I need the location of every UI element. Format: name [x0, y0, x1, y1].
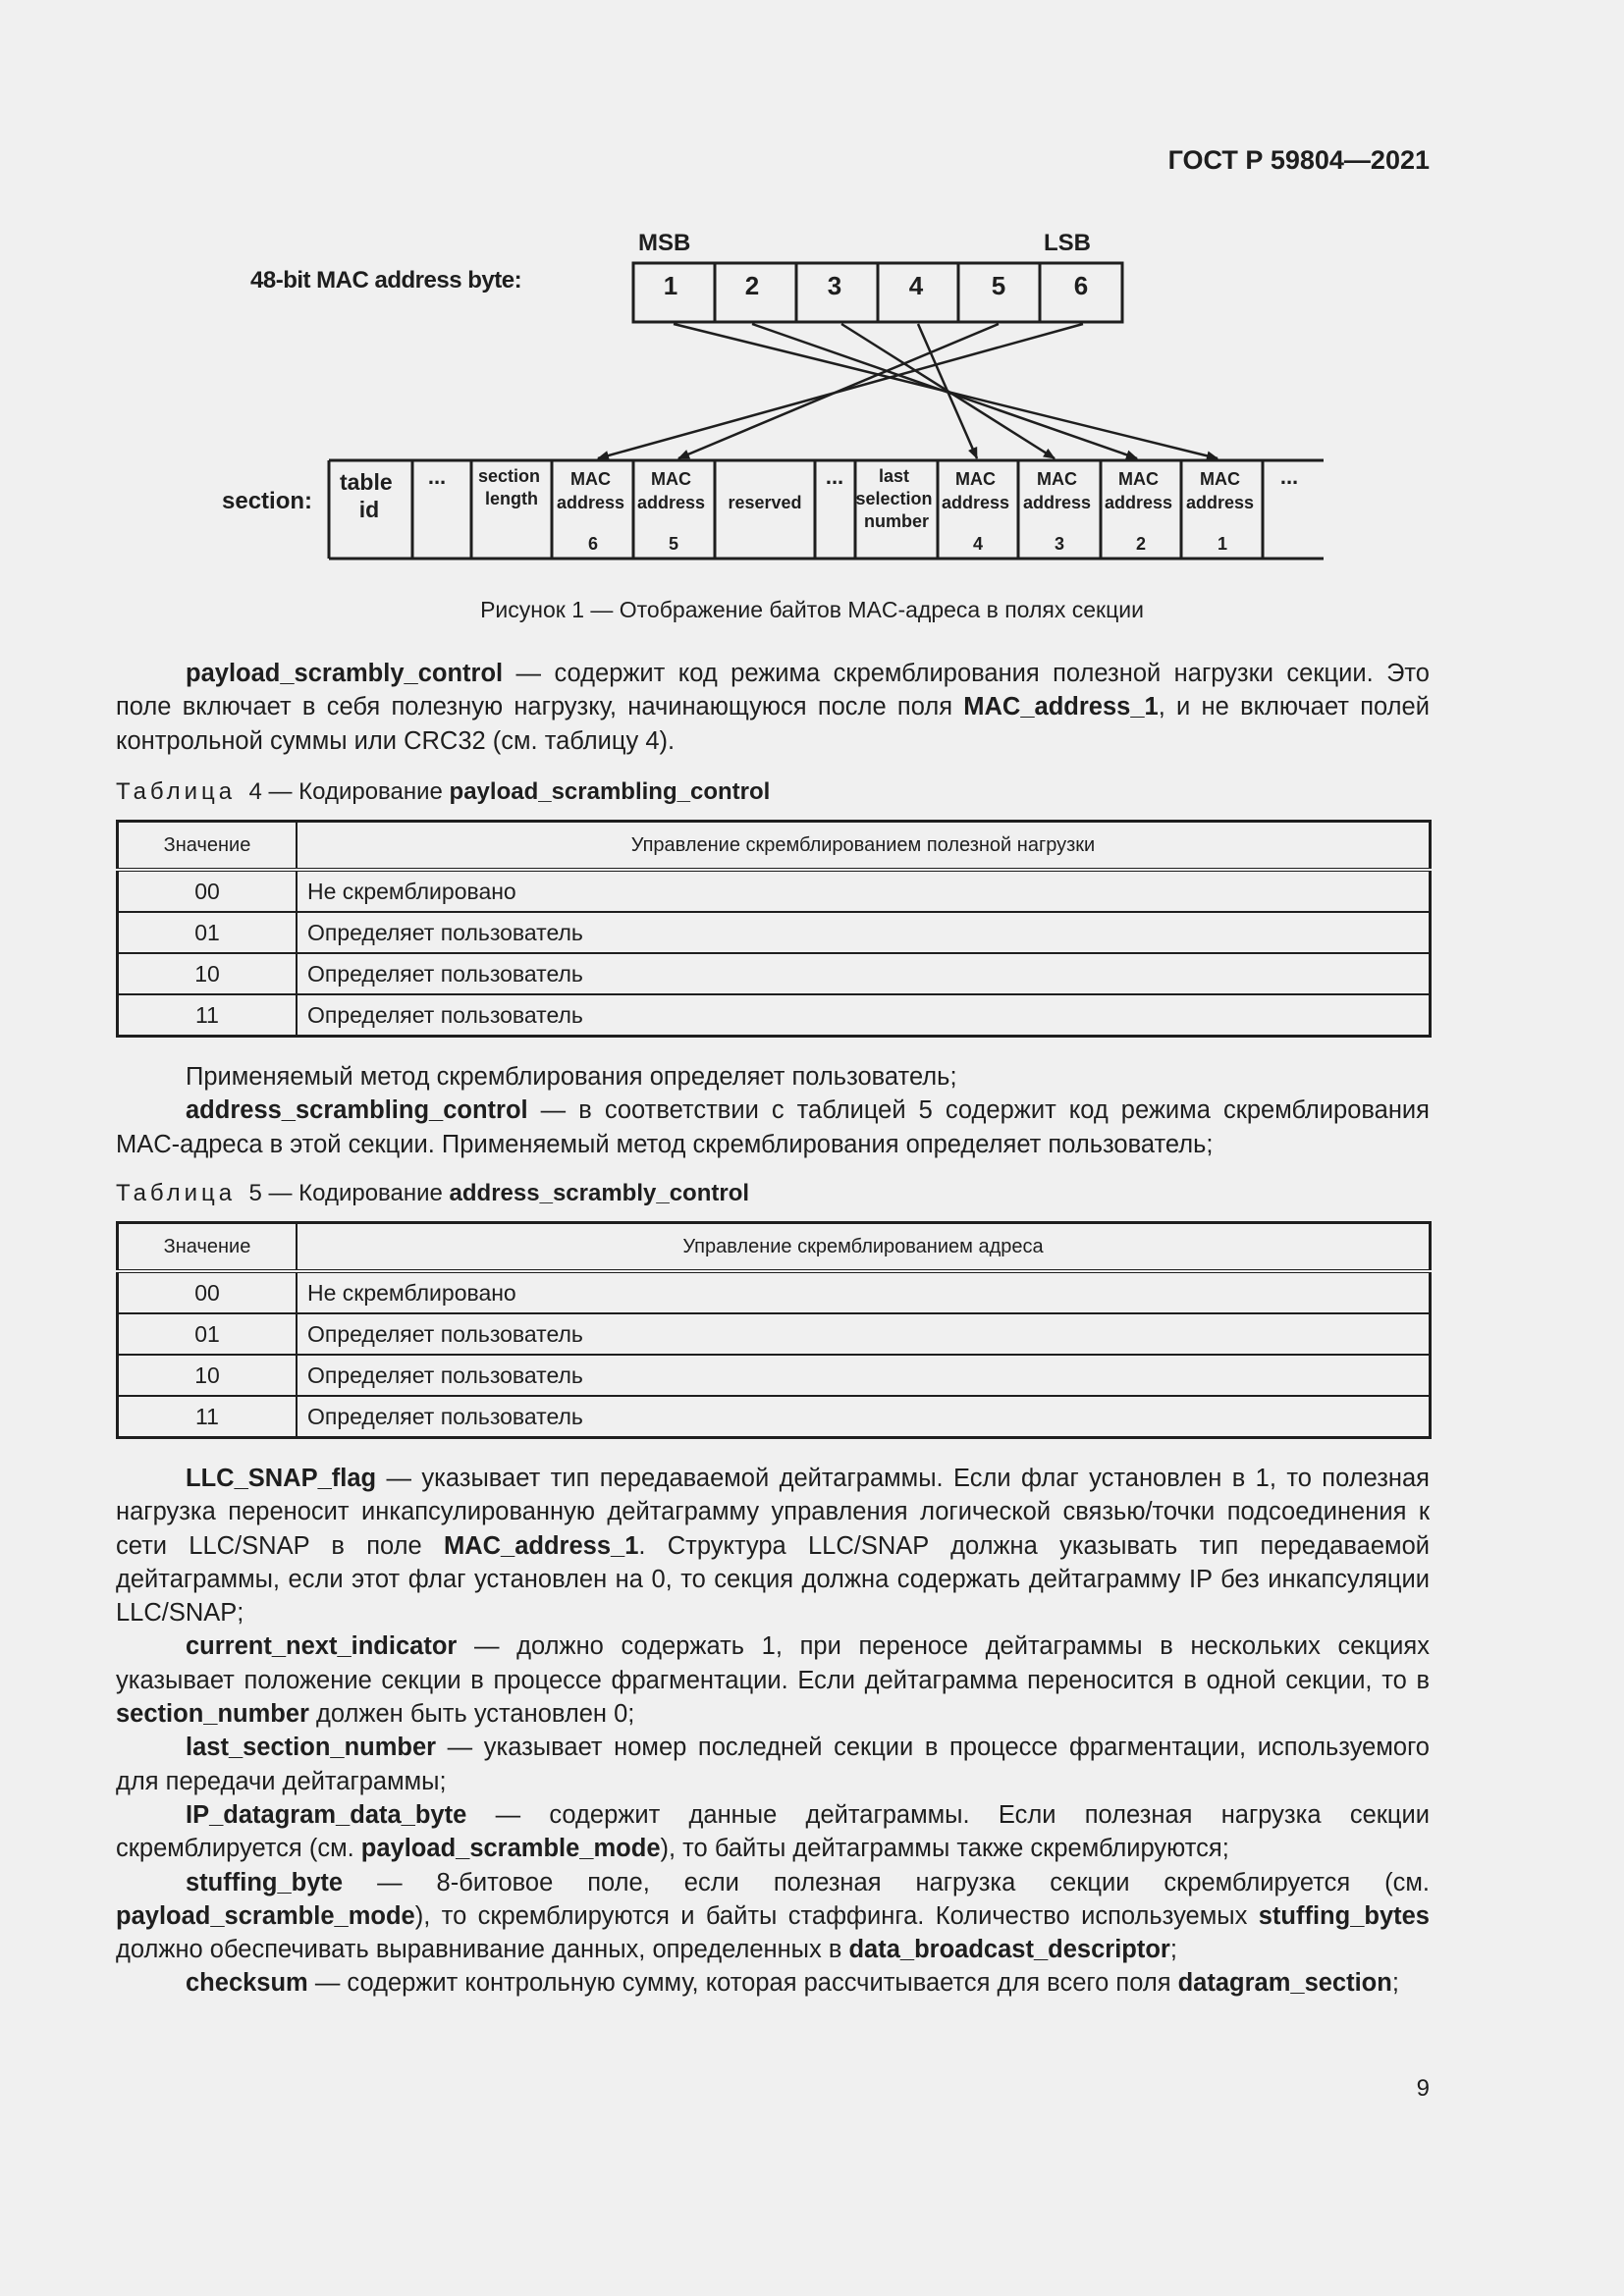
section-label: section: — [222, 488, 313, 514]
byte-2: 2 — [744, 271, 760, 300]
cell-table-id: table id — [339, 469, 393, 522]
cell-mac-address-5: MAC address 5 — [636, 469, 706, 554]
cell-dots-3: ... — [1279, 464, 1299, 489]
table-5 — [116, 1221, 1432, 1439]
stuffing-byte-definition: stuffing_byte — 8-битовое поле, если полезная нагрузка секции скремблируется (см. payload_scramble_mode), то скремблируются и байты стаффинга. Количество используемых stuffing_bytes должно обеспечивать выравнивание данных, определенных в data_broadcast_descriptor; — [116, 1868, 1430, 1964]
last-section-number-definition: last_section_number — указывает номер последней секции в процессе фрагментации, используемого для передачи дейтаграммы; — [116, 1734, 1430, 1795]
current-next-indicator-definition: current_next_indicator — должно содержать 1, при переносе дейтаграммы в нескольких секциях указывает положение секции в процессе фрагментации. Если дейтаграмма переносится в одной секции, то в section_number должен быть установлен 0; — [116, 1632, 1430, 1729]
table-4 — [116, 820, 1432, 1038]
standard-code: ГОСТ Р 59804—2021 — [1167, 145, 1430, 175]
table-row: 11 Определяет пользователь — [118, 994, 1431, 1037]
cell-dots-1: ... — [427, 464, 447, 489]
payload-scrambly-control-definition: payload_scrambly_control — содержит код режима скремблирования полезной нагрузки секции. Это поле включает в себя полезную нагрузку, начинающуюся после поля MAC_address_1, и не включает полей контрольной суммы или CRC32 (см. таблицу 4). — [116, 660, 1430, 755]
byte-6: 6 — [1073, 271, 1089, 300]
cell-mac-address-3: MAC address 3 — [1022, 469, 1092, 554]
cell-mac-address-2: MAC address 2 — [1104, 469, 1173, 554]
table-row: 10 Определяет пользователь — [118, 953, 1431, 994]
table-header-description: Управление скремблированием адреса — [297, 1223, 1431, 1272]
field-definitions — [116, 1462, 1430, 2001]
table-header-value: Значение — [118, 1223, 298, 1272]
table-row: 00 Не скремблировано — [118, 1271, 1431, 1313]
table-header-row — [118, 1223, 1431, 1272]
table-row: 10 Определяет пользователь — [118, 1355, 1431, 1396]
byte-5: 5 — [991, 271, 1006, 300]
lsb-label: LSB — [1044, 230, 1091, 256]
table-row: 01 Определяет пользователь — [118, 912, 1431, 953]
cell-last-selection-number: last selection number — [855, 466, 933, 531]
table-header-row — [118, 822, 1431, 871]
table-4-title: Таблица 4 — Кодирование payload_scrambling_control — [116, 778, 771, 805]
ip-datagram-data-byte-definition: IP_datagram_data_byte — содержит данные дейтаграммы. Если полезная нагрузка секции скремблируется (см. payload_scramble_mode), то байты дейтаграммы также скремблируются; — [116, 1800, 1430, 1863]
cell-mac-address-4: MAC address 4 — [941, 469, 1010, 554]
msb-label: MSB — [638, 230, 691, 256]
figure-caption: Рисунок 1 — Отображение байтов MAC-адреса в полях секции — [480, 597, 1144, 622]
byte-4: 4 — [908, 271, 924, 300]
byte-1: 1 — [663, 271, 678, 300]
table-row: 00 Не скремблировано — [118, 870, 1431, 912]
cell-mac-address-6: MAC address 6 — [556, 469, 625, 554]
cell-dots-2: ... — [825, 464, 844, 489]
table-row: 01 Определяет пользователь — [118, 1313, 1431, 1355]
table-header-description: Управление скремблированием полезной нагрузки — [297, 822, 1431, 871]
address-scrambling-control-definition: Применяемый метод скремблирования определяет пользователь; address_scrambling_control — в соответствии с таблицей 5 содержит код режима скремблирования MAC-адреса в этой секции. Применяемый метод скремблирования определяет пользователь; — [116, 1063, 1430, 1158]
table-5-title: Таблица 5 — Кодирование address_scrambly_control — [116, 1180, 750, 1206]
byte-3: 3 — [827, 271, 842, 300]
mac-byte-box — [633, 263, 1122, 322]
cell-mac-address-1: MAC address 1 — [1185, 469, 1255, 554]
mac-byte-label: 48-bit MAC address byte: — [250, 267, 522, 294]
mac-address-figure — [0, 0, 1624, 589]
cell-reserved: reserved — [728, 493, 802, 512]
table-row: 11 Определяет пользователь — [118, 1396, 1431, 1438]
mapping-arrows — [598, 324, 1218, 458]
checksum-definition: checksum — содержит контрольную сумму, которая рассчитывается для всего поля datagram_section; — [186, 1969, 1399, 1998]
table-header-value: Значение — [118, 822, 298, 871]
cell-section-length: section length — [477, 466, 541, 508]
llc-snap-flag-definition: LLC_SNAP_flag — указывает тип передаваемой дейтаграммы. Если флаг установлен в 1, то полезная нагрузка переносит инкапсулированную дейтаграмму управления логической связью/точки подсоединения к сети LLC/SNAP в поле MAC_address_1. Структура LLC/SNAP должна указывать тип передаваемой дейтаграммы, если этот флаг установлен на 0, то секция должна содержать дейтаграмму IP без инкапсуляции LLC/SNAP; — [116, 1465, 1430, 1628]
page-number: 9 — [1416, 2075, 1430, 2102]
